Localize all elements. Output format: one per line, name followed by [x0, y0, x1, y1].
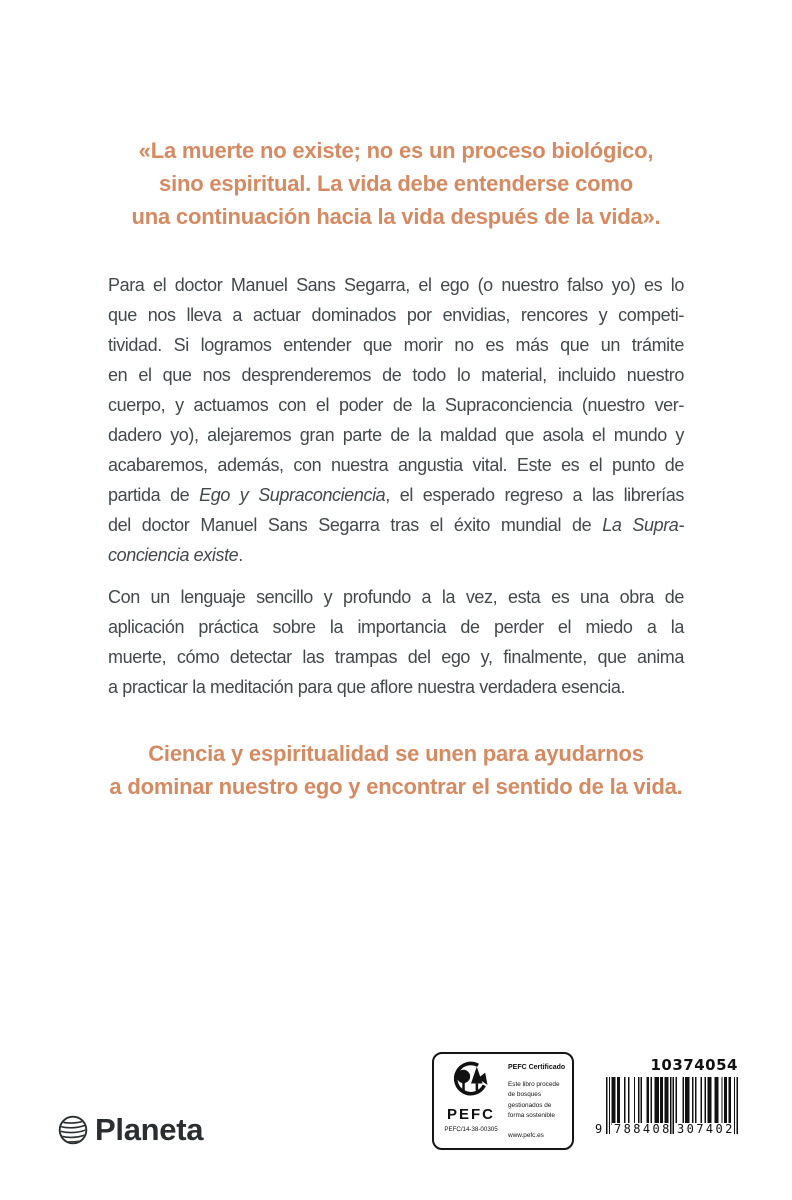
publisher-name: Planeta: [95, 1112, 204, 1147]
planeta-globe-icon: [58, 1115, 88, 1145]
text-line: aplicación práctica sobre la importancia de perder el miedo a la: [108, 617, 684, 637]
text-line: en el que nos desprenderemos de todo lo material, incluido nuestro: [108, 365, 684, 385]
text-line: muerte, cómo detectar las trampas del ego y, finalmente, que anima: [108, 647, 684, 667]
barcode-digits: 307402: [677, 1122, 735, 1136]
barcode-digits: 788408: [614, 1122, 672, 1136]
text-line: Para el doctor Manuel Sans Segarra, el ego (o nuestro falso yo) es lo: [108, 275, 684, 295]
text-line: cuerpo, y actuamos con el poder de la Supraconciencia (nuestro ver-: [108, 395, 684, 415]
text-line: Con un lenguaje sencillo y profundo a la vez, esta es una obra de: [108, 587, 684, 607]
pefc-logo-text: PEFC: [446, 1106, 495, 1123]
closing-line-1: Ciencia y espiritualidad se unen para ayudarnos: [148, 741, 644, 766]
quote-line-1: «La muerte no existe; no es un proceso biológico,: [138, 138, 654, 163]
barcode-digits: 9: [595, 1122, 603, 1136]
pefc-certification-label: [432, 1052, 574, 1150]
text-line: acabaremos, además, con nuestra angustia vital. Este es el punto de: [108, 455, 684, 475]
synopsis-paragraph-1: [108, 270, 684, 570]
pefc-title: PEFC Certificado: [508, 1064, 566, 1071]
text-line: del doctor Manuel Sans Segarra tras el éxito mundial de La Supra-: [108, 515, 685, 535]
ean13-barcode: [595, 1077, 740, 1143]
pefc-website: www.pefc.es: [508, 1132, 544, 1139]
pefc-description: Este libro procede de bosques gestionados de forma sostenible: [508, 1081, 560, 1119]
publisher-logo: [58, 1112, 203, 1148]
product-code: 10374054: [650, 1056, 738, 1074]
pefc-certificate-number: PEFC/14-38-00305: [444, 1126, 498, 1133]
text-line: partida de Ego y Supraconciencia, el esperado regreso a las librerías: [108, 485, 684, 505]
text-line: a practicar la meditación para que aflore nuestra verdadera esencia.: [108, 677, 626, 697]
closing-line-2: a dominar nuestro ego y encontrar el sentido de la vida.: [109, 774, 683, 799]
top-quote: [60, 134, 732, 233]
closing-statement: [60, 737, 732, 803]
text-line: que nos lleva a actuar dominados por envidias, rencores y competi-: [108, 305, 684, 325]
synopsis-paragraph-2: [108, 582, 684, 702]
text-line: conciencia existe.: [108, 545, 243, 565]
pefc-logo-column: [440, 1059, 502, 1144]
quote-line-3: una continuación hacia la vida después de la vida».: [131, 204, 661, 229]
quote-line-2: sino espiritual. La vida debe entenderse como: [159, 171, 633, 196]
text-line: tividad. Si logramos entender que morir no es más que un trámite: [108, 335, 684, 355]
pefc-text-column: [508, 1059, 567, 1144]
barcode: [595, 1056, 740, 1143]
text-line: dadero yo), alejaremos gran parte de la maldad que asola el mundo y: [108, 425, 684, 445]
pefc-trees-icon: [447, 1059, 495, 1106]
